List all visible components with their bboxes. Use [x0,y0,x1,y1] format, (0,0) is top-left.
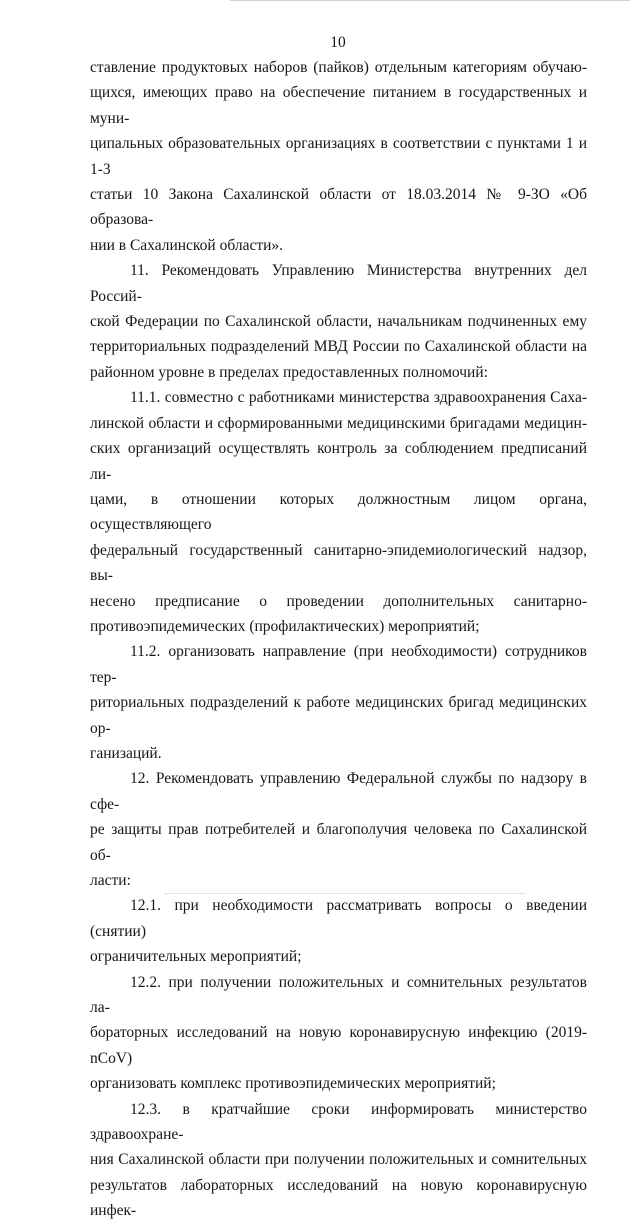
text-line: щихся, имеющих право на обеспечение питанием в государственных и муни- [90,84,587,127]
paragraph-continuation [90,55,587,258]
text-line: противоэпидемических (профилактических) мероприятий; [90,617,480,635]
text-line: нии в Сахалинской области». [90,236,284,254]
paragraph-item-11 [90,258,587,385]
page-number: 10 [330,34,346,51]
text-line: 11.1. совместно с работниками министерства здравоохранения Саха- [130,389,587,407]
scan-bottom-edge [165,893,525,895]
text-line: ре защиты прав потребителей и благополучия человека по Сахалинской об- [90,821,587,864]
paragraph-item-12 [90,766,587,893]
text-line: 12.2. при получении положительных и сомнительных результатов ла- [90,973,587,1017]
text-line: цами, в отношении которых должностным лицом органа, осуществляющего [90,490,587,534]
text-line: федеральный государственный санитарно-эпидемиологический надзор, вы- [90,541,587,585]
scan-top-edge [230,0,630,1]
paragraph-item-11-2 [90,639,587,766]
text-line: ласти: [90,872,131,889]
text-line: территориальных подразделений МВД России по Сахалинской области на [90,338,587,356]
text-line: ставление продуктовых наборов (пайков) отдельным категориям обучаю- [90,59,587,76]
text-line: ограничительных мероприятий; [90,948,302,966]
paragraph-item-12-3 [90,1097,587,1224]
text-line: 11. Рекомендовать Управлению Министерства внутренних дел Россий- [90,262,587,305]
text-line: 12. Рекомендовать управлению Федеральной службы по надзору в сфе- [90,770,587,813]
text-line: несено предписание о проведении дополнительных санитарно- [90,592,587,610]
paragraph-item-11-1 [90,385,587,639]
text-line: 11.2. организовать направление (при необходимости) сотрудников тер- [90,643,587,686]
text-line: 12.3. в кратчайшие сроки информировать министерство здравоохране- [90,1100,587,1144]
text-line: результатов лабораторных исследований на новую коронавирусную инфек- [90,1176,587,1220]
text-line: ганизаций. [90,744,162,762]
text-line: ской Федерации по Сахалинской области, начальникам подчиненных ему [90,313,587,331]
text-line: ских организаций осуществлять контроль за соблюдением предписаний ли- [90,440,587,483]
text-line: ния Сахалинской области при получении положительных и сомнительных [90,1151,587,1169]
text-line: ципальных образовательных организациях в соответствии с пунктами 1 и 1-3 [90,135,587,178]
document-body [90,55,587,1224]
text-line: организовать комплекс противоэпидемических мероприятий; [90,1075,496,1093]
text-line: районном уровне в пределах предоставленных полномочий: [90,363,488,381]
text-line: статьи 10 Закона Сахалинской области от 18.03.2014 № 9-ЗО «Об образова- [90,186,587,229]
text-line: линской области и сформированными медицинскими бригадами медицин- [90,414,587,432]
text-line: бораторных исследований на новую коронавирусную инфекцию (2019-nCoV) [90,1024,587,1067]
text-line: 12.1. при необходимости рассматривать вопросы о введении (снятии) [90,897,587,940]
text-line: риториальных подразделений к работе медицинских бригад медицинских ор- [90,694,587,737]
paragraph-item-12-2 [90,970,587,1097]
